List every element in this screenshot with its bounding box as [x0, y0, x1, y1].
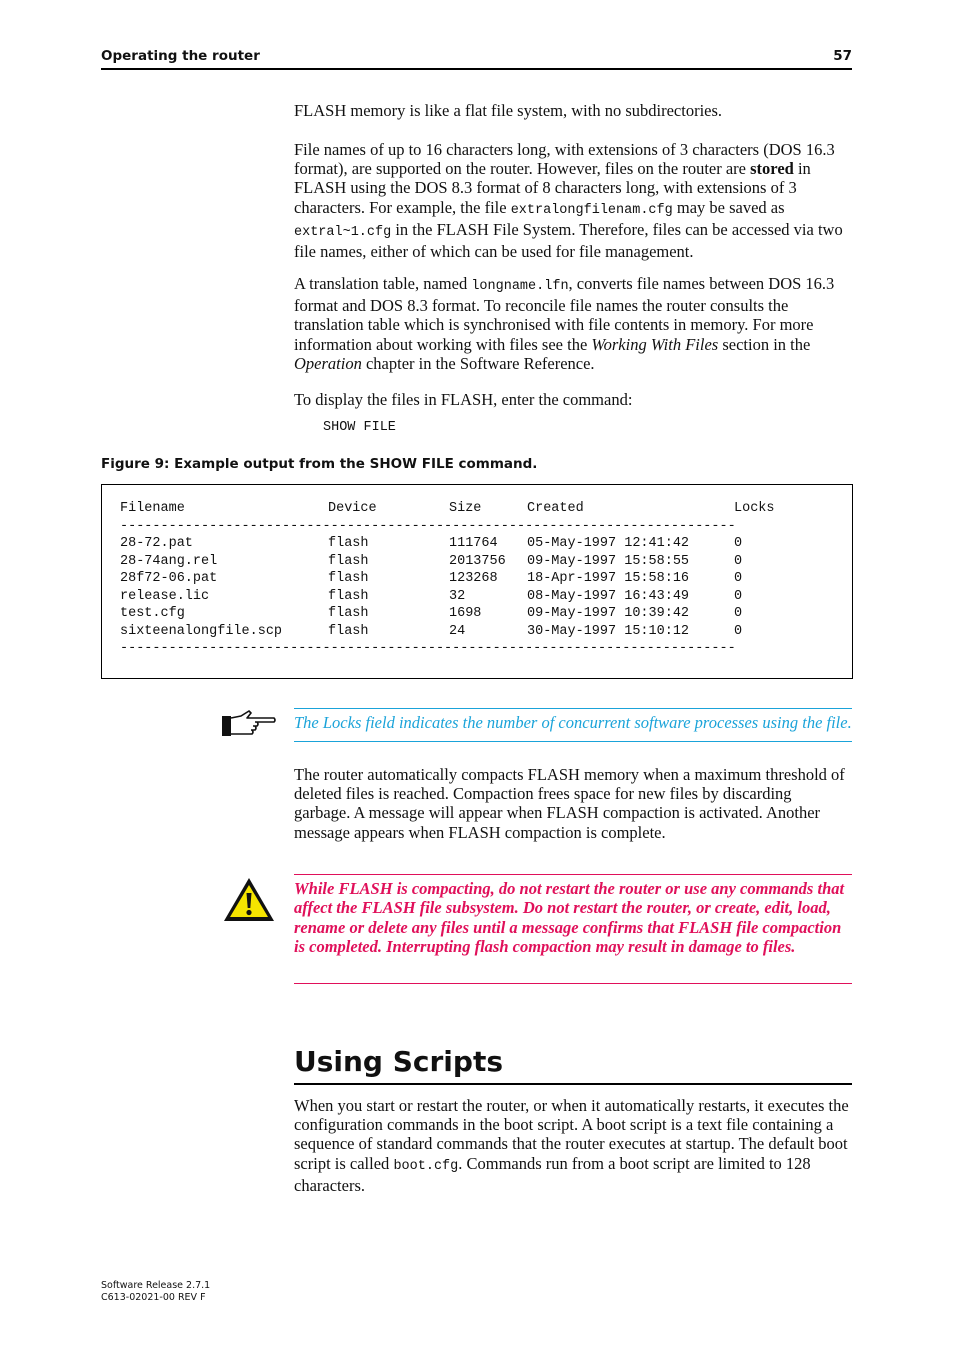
- pointing-hand-icon: [221, 708, 277, 743]
- code-boot-file: boot.cfg: [393, 1158, 459, 1174]
- table-header-row: [120, 501, 794, 519]
- paragraph-display-files: To display the files in FLASH, enter the command:: [294, 390, 633, 409]
- command-example: SHOW FILE: [323, 420, 396, 435]
- header-title: Operating the router: [101, 48, 260, 64]
- table-row: [120, 606, 794, 624]
- table-row: [120, 554, 794, 572]
- italic-reference: Operation: [294, 353, 362, 373]
- figure-output-box: [101, 484, 853, 679]
- cell-created: 09-May-1997 10:39:42: [527, 606, 690, 621]
- paragraph-boot-script: [294, 1096, 852, 1195]
- cell-size: 123268: [449, 571, 498, 586]
- separator-line: ----------------------------------------------------------------------------: [120, 641, 736, 656]
- column-header: Size: [449, 501, 482, 516]
- cell-filename: 28-72.pat: [120, 536, 193, 551]
- page-footer: [101, 1280, 210, 1304]
- footer-doc-id: C613-02021-00 REV F: [101, 1292, 206, 1303]
- text-run: chapter in the Software Reference.: [361, 353, 595, 373]
- figure-caption: Figure 9: Example output from the SHOW FILE command.: [101, 456, 538, 472]
- cell-created: 18-Apr-1997 15:58:16: [527, 571, 690, 586]
- bold-term: stored: [750, 159, 794, 179]
- cell-device: flash: [328, 571, 369, 586]
- cell-size: 2013756: [449, 553, 506, 569]
- paragraph-compaction: The router automatically compacts FLASH memory when a maximum threshold of deleted files is reached. Compaction frees space for new files by discarding garbage. A message will appear when FLASH compaction is activated. Another message appears when FLASH compaction is complete.: [294, 765, 845, 842]
- table-row: [120, 589, 794, 607]
- cell-filename: 28-74ang.rel: [120, 553, 218, 569]
- note-box: [294, 708, 852, 742]
- separator-row: [120, 519, 794, 537]
- cell-device: flash: [328, 588, 369, 604]
- paragraph-file-names: [294, 140, 852, 261]
- cell-size: 1698: [449, 606, 482, 621]
- table-row: [120, 624, 794, 642]
- text-run: A translation table, named: [294, 274, 472, 293]
- text-run: in FLASH using the DOS 8.3 format of 8 characters long, with extensions of 3 characters. For example, the file: [294, 159, 811, 217]
- cell-device: flash: [328, 536, 369, 551]
- cell-filename: release.lic: [120, 588, 210, 604]
- column-header: Filename: [120, 501, 185, 516]
- cell-size: 111764: [449, 536, 498, 551]
- code-translation-file: longname.lfn: [471, 279, 569, 294]
- warning-triangle-icon: [222, 876, 276, 929]
- cell-created: 30-May-1997 15:10:12: [527, 623, 690, 639]
- text-run: in the FLASH File System. Therefore, files can be accessed via two file names, either of which can be used for file management.: [294, 219, 843, 262]
- cell-locks: 0: [734, 553, 743, 569]
- code-filename-short: extral~1.cfg: [294, 224, 392, 240]
- paragraph-flash-memory: FLASH memory is like a flat file system, with no subdirectories.: [294, 101, 723, 120]
- cell-locks: 0: [734, 536, 743, 551]
- cell-created: 08-May-1997 16:43:49: [527, 588, 690, 604]
- page-number: 57: [833, 48, 852, 64]
- cell-filename: 28f72-06.pat: [120, 571, 218, 586]
- cell-created: 09-May-1997 15:58:55: [527, 553, 690, 569]
- note-text: The Locks field indicates the number of concurrent software processes using the file.: [294, 713, 852, 732]
- page-header: [101, 48, 852, 70]
- section-title: Using Scripts: [294, 1043, 852, 1085]
- cell-locks: 0: [734, 606, 743, 621]
- cell-locks: 0: [734, 571, 743, 586]
- separator-line: ----------------------------------------------------------------------------: [120, 518, 736, 534]
- file-listing-table: [120, 501, 794, 659]
- cell-locks: 0: [734, 588, 743, 604]
- cell-created: 05-May-1997 12:41:42: [527, 536, 690, 551]
- paragraph-translation-table: [294, 274, 852, 373]
- table-row: [120, 536, 794, 554]
- cell-size: 32: [449, 588, 466, 604]
- cell-filename: test.cfg: [120, 606, 185, 621]
- text-run: section in the: [718, 334, 811, 354]
- cell-device: flash: [328, 623, 369, 639]
- italic-reference: Working With Files: [591, 334, 719, 354]
- text-run: File names of up to 16 characters long, with extensions of 3 characters (DOS 16.3 format), are supported on the router. However, files on the router are: [294, 140, 835, 179]
- cell-filename: sixteenalongfile.scp: [120, 623, 283, 639]
- text-run: may be saved as: [672, 197, 785, 217]
- footer-release: Software Release 2.7.1: [101, 1280, 211, 1291]
- column-header: Locks: [734, 501, 775, 516]
- separator-row: [120, 641, 794, 659]
- warning-text: While FLASH is compacting, do not restart the router or use any commands that affect the FLASH file subsystem. Do not restart the router, or create, edit, load, rename or delete any files until a message confirms that FLASH file compaction is completed. Interrupting flash compaction may result in damage to files.: [294, 879, 845, 956]
- code-filename-long: extralongfilenam.cfg: [510, 202, 673, 218]
- text-run: , converts file names between DOS 16.3 format and DOS 8.3 format. To reconcile file names the router consults the translation table which is synchronised with file contents in memory. For more information about working with files see the: [294, 274, 835, 354]
- cell-locks: 0: [734, 623, 743, 639]
- table-row: [120, 571, 794, 589]
- text-run: When you start or restart the router, or when it automatically restarts, it executes the configuration commands in the boot script. A boot script is a text file containing a sequence of standard commands that the router executes at startup. The default boot script is called: [294, 1096, 849, 1173]
- cell-device: flash: [328, 553, 369, 569]
- column-header: Device: [328, 501, 377, 516]
- cell-device: flash: [328, 606, 369, 621]
- cell-size: 24: [449, 623, 466, 639]
- column-header: Created: [527, 501, 584, 516]
- warning-box: [294, 874, 852, 984]
- text-run: . Commands run from a boot script are limited to 128 characters.: [294, 1153, 811, 1195]
